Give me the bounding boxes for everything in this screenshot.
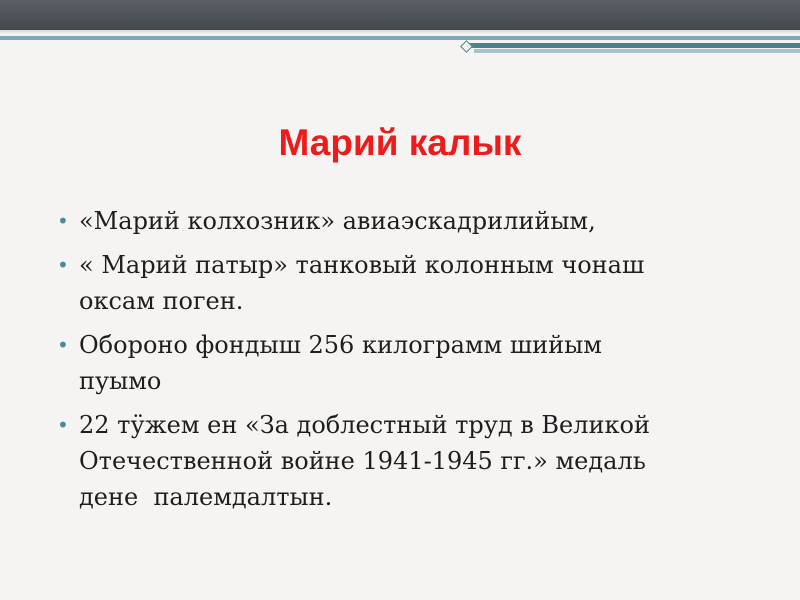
bullet-item-3 (54, 327, 774, 399)
bullet-text: « Марий патыр» танковый колонным чонаш оксам поген. (79, 251, 645, 315)
header-bar-shadow (0, 30, 800, 34)
slide-title: Марий калык (278, 122, 522, 163)
bullet-text: 22 тӱжем ен «За доблестный труд в Великой Отечественной войне 1941-1945 гг.» медаль дене палемдалтын. (79, 411, 650, 511)
header-bar (0, 0, 800, 30)
bullet-icon: • (57, 209, 69, 233)
accent-stripe-light (0, 36, 800, 40)
accent-stripe-dark (468, 43, 800, 48)
bullet-item-1 (54, 203, 774, 239)
bullet-text: Обороно фондыш 256 килограмм шийым пуымо (79, 331, 602, 395)
bullet-icon: • (57, 413, 69, 437)
accent-stripe-pale (474, 49, 800, 53)
bullet-icon: • (57, 253, 69, 277)
bullet-item-4 (54, 407, 774, 515)
bullet-text: «Марий колхозник» авиаэскадрилийым, (79, 207, 596, 235)
bullet-list (54, 203, 774, 523)
bullet-item-2 (54, 247, 774, 319)
bullet-icon: • (57, 333, 69, 357)
